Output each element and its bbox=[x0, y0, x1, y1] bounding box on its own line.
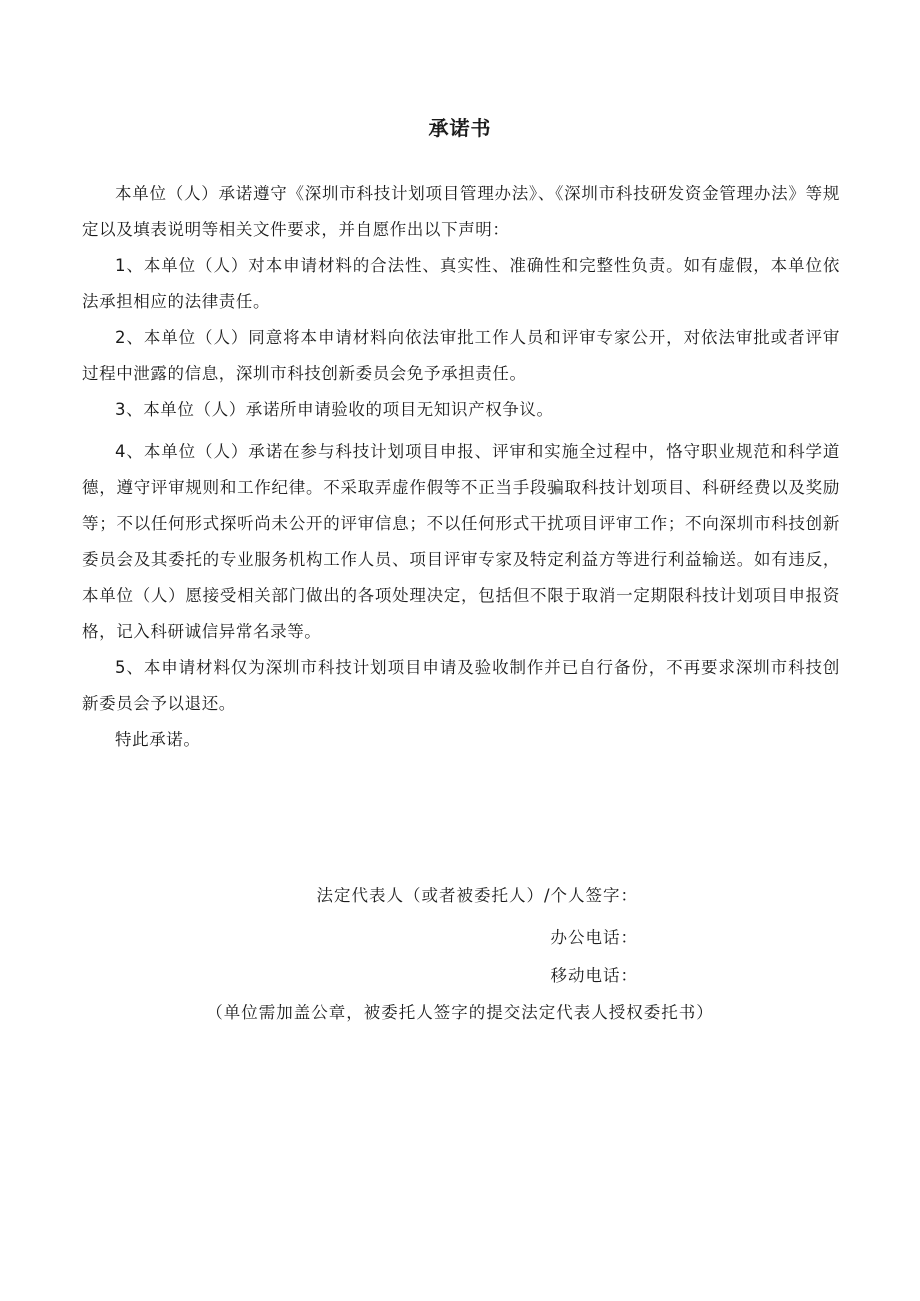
closing-statement: 特此承诺。 bbox=[115, 730, 201, 749]
clause-2: 2、本单位（人）同意将本申请材料向依法审批工作人员和评审专家公开，对依法审批或者评审过程中泄露的信息，深圳市科技创新委员会免予承担责任。 bbox=[82, 328, 840, 383]
clause-1: 1、本单位（人）对本申请材料的合法性、真实性、准确性和完整性负责。如有虚假，本单位依法承担相应的法律责任。 bbox=[82, 256, 840, 311]
clause-3: 3、本单位（人）承诺所申请验收的项目无知识产权争议。 bbox=[115, 400, 554, 419]
office-phone-label: 办公电话： bbox=[550, 928, 638, 947]
intro-paragraph: 本单位（人）承诺遵守《深圳市科技计划项目管理办法》、《深圳市科技研发资金管理办法》等规定以及填表说明等相关文件要求，并自愿作出以下声明： bbox=[82, 184, 840, 239]
seal-note: （单位需加盖公章，被委托人签字的提交法定代表人授权委托书） bbox=[206, 1003, 714, 1022]
mobile-phone-label: 移动电话： bbox=[550, 966, 638, 985]
document-title: 承诺书 bbox=[428, 116, 492, 140]
clause-5: 5、本申请材料仅为深圳市科技计划项目申请及验收制作并已自行备份，不再要求深圳市科技创新委员会予以退还。 bbox=[82, 658, 840, 713]
legal-rep-signature-label: 法定代表人（或者被委托人）/个人签字： bbox=[316, 886, 638, 905]
clause-4: 4、本单位（人）承诺在参与科技计划项目申报、评审和实施全过程中，恪守职业规范和科学道德，遵守评审规则和工作纪律。不采取弄虚作假等不正当手段骗取科技计划项目、科研经费以及奖励等；不以任何形式探听尚未公开的评审信息；不以任何形式干扰项目评审工作；不向深圳市科技创新委员会及其委托的专业服务机构工作人员、项目评审专家及特定利益方等进行利益输送。如有违反，本单位（人）愿接受相关部门做出的各项处理决定，包括但不限于取消一定期限科技计划项目申报资格，记入科研诚信异常名录等。 bbox=[82, 442, 840, 641]
document-body bbox=[82, 176, 840, 758]
